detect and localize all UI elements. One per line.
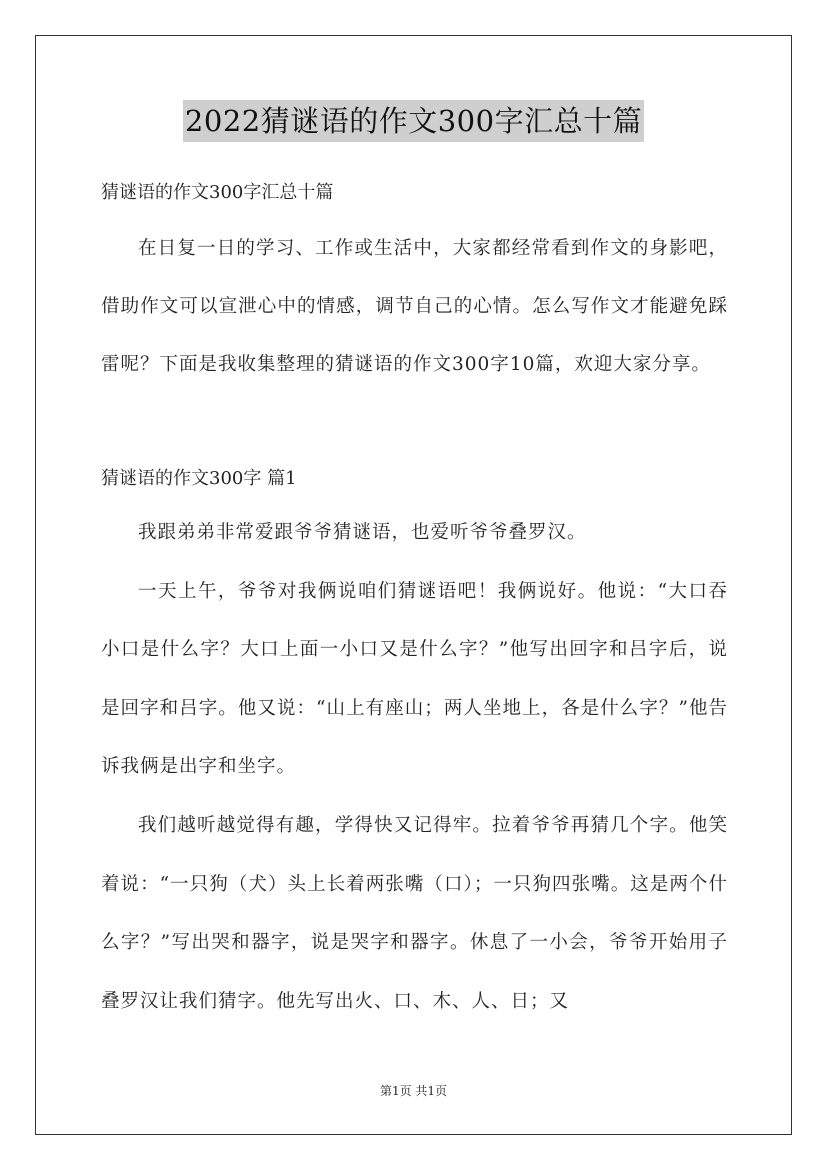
section-heading: 猜谜语的作文300字 篇1: [101, 468, 297, 489]
page-footer: 第1页 共1页: [379, 1084, 448, 1098]
intro-paragraph: 在日复一日的学习、工作或生活中，大家都经常看到作文的身影吧，借助作文可以宣泄心中的情感，调节自己的心情。怎么写作文才能避免踩雷呢？下面是我收集整理的猜谜语的作文300字10篇，欢迎大家分享。: [101, 238, 728, 375]
body-paragraph: 我们越听越觉得有趣，学得快又记得牢。拉着爷爷再猜几个字。他笑着说：“一只狗（犬）头上长着两张嘴（口）；一只狗四张嘴。这是两个什么字？”写出哭和器字，说是哭字和器字。休息了一小会，爷爷开始用子叠罗汉让我们猜字。他先写出火、口、木、人、日；又: [101, 814, 728, 1012]
document-body: [101, 168, 728, 1031]
document-title: 2022猜谜语的作文300字汇总十篇: [183, 100, 644, 142]
document-subtitle: 猜谜语的作文300字汇总十篇: [101, 182, 334, 203]
title-container: [0, 100, 827, 142]
section-body: [101, 504, 728, 1031]
body-paragraph: 一天上午，爷爷对我俩说咱们猜谜语吧！我俩说好。他说：“大口吞小口是什么字？大口上面一小口又是什么字？”他写出回字和吕字后，说是回字和吕字。他又说：“山上有座山；两人坐地上，各是什么字？”他告诉我俩是出字和坐字。: [101, 580, 728, 778]
body-paragraph: 我跟弟弟非常爱跟爷爷猜谜语，也爱听爷爷叠罗汉。: [138, 522, 587, 543]
